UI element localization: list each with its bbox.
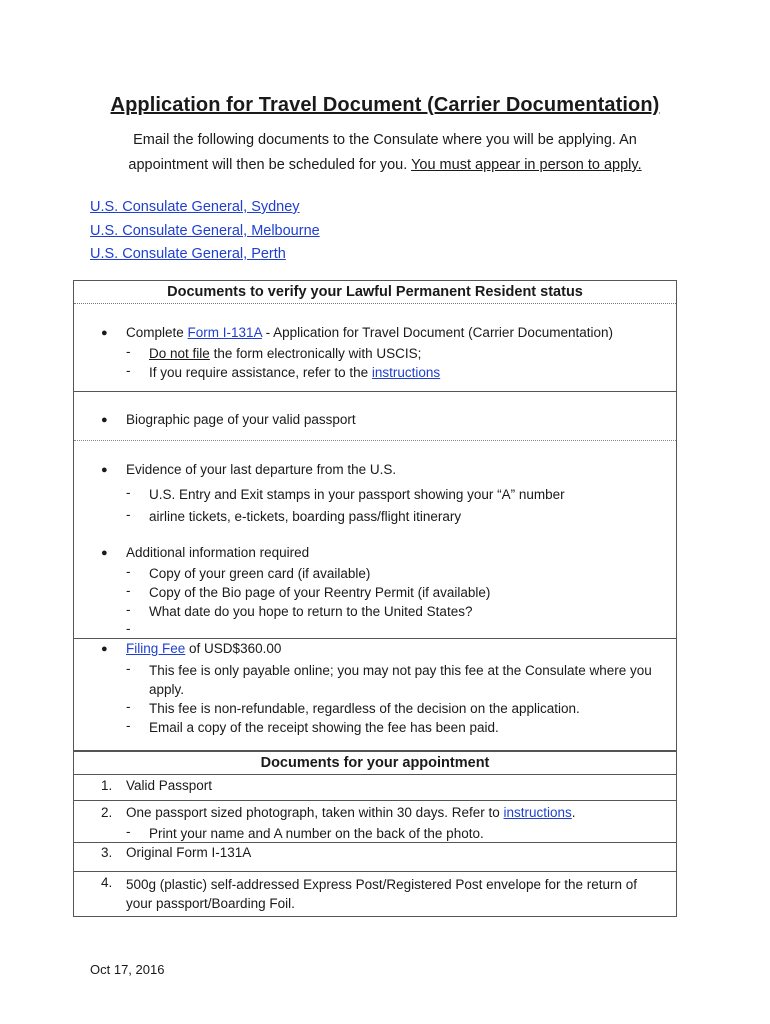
sub-do-not-file: Do not file the form electronically with USCIS;	[149, 346, 422, 361]
item-number: 1.	[101, 778, 113, 793]
item-number: 2.	[101, 805, 113, 820]
consulate-links	[90, 196, 320, 267]
dash-marker: -	[126, 699, 131, 714]
sub-assistance: If you require assistance, refer to the instructions	[149, 365, 441, 380]
item-passport-bio: Biographic page of your valid passport	[126, 412, 356, 427]
link-form-i131a[interactable]: Form I-131A	[187, 325, 262, 340]
item-last-departure: Evidence of your last departure from the U.S.	[126, 462, 397, 477]
row-divider	[74, 638, 676, 639]
dash-marker: -	[126, 661, 131, 676]
dash-marker: -	[126, 485, 131, 500]
sub-airline-tickets: airline tickets, e-tickets, boarding pass/flight itinerary	[149, 509, 462, 524]
bullet-icon: ●	[101, 464, 108, 476]
dash-marker: -	[126, 344, 131, 359]
intro-text: Email the following documents to the Consulate where you will be applying. An appointment will then be scheduled for you.	[128, 132, 637, 173]
dash-marker: -	[126, 507, 131, 522]
sub-print-name: Print your name and A number on the back of the photo.	[149, 826, 484, 841]
row-divider	[74, 391, 676, 392]
link-photo-instructions[interactable]: instructions	[503, 805, 572, 820]
dash-marker: -	[126, 583, 131, 598]
sub-return-date: What date do you hope to return to the United States?	[149, 604, 473, 619]
dash-marker: -	[126, 824, 131, 839]
sub-fee-online: This fee is only payable online; you may not pay this fee at the Consulate where you apply.	[149, 663, 652, 697]
sub-entry-exit-stamps: U.S. Entry and Exit stamps in your passport showing your “A” number	[149, 487, 565, 502]
dash-marker: -	[126, 621, 131, 636]
section2-heading: Documents for your appointment	[74, 751, 676, 775]
sub-fee-receipt: Email a copy of the receipt showing the fee has been paid.	[149, 720, 499, 735]
link-filing-fee[interactable]: Filing Fee	[126, 641, 186, 656]
sub-fee-nonrefundable: This fee is non-refundable, regardless of the decision on the application.	[149, 701, 580, 716]
item-form-i131a: Complete Form I-131A - Application for Travel Document (Carrier Documentation)	[126, 325, 613, 340]
bullet-icon: ●	[101, 327, 108, 339]
item-number: 3.	[101, 845, 113, 860]
item-number: 4.	[101, 875, 113, 890]
bullet-icon: ●	[101, 643, 108, 655]
item-envelope: 500g (plastic) self-addressed Express Post/Registered Post envelope for the return of your passport/Boarding Foil.	[126, 877, 638, 911]
row-divider	[74, 842, 676, 843]
intro-emphasis: You must appear in person to apply.	[411, 157, 642, 173]
item-filing-fee: Filing Fee of USD$360.00	[126, 641, 282, 656]
link-consulate-perth[interactable]: U.S. Consulate General, Perth	[90, 246, 286, 262]
item-additional-info: Additional information required	[126, 545, 310, 560]
item-valid-passport: Valid Passport	[126, 778, 213, 793]
link-instructions[interactable]: instructions	[371, 365, 441, 380]
dash-marker: -	[126, 718, 131, 733]
intro-paragraph	[100, 128, 670, 178]
bullet-icon: ●	[101, 547, 108, 559]
section1-heading: Documents to verify your Lawful Permanent Resident status	[74, 281, 676, 304]
link-consulate-melbourne[interactable]: U.S. Consulate General, Melbourne	[90, 222, 320, 239]
footer-date: Oct 17, 2016	[90, 962, 165, 977]
sub-green-card: Copy of your green card (if available)	[149, 566, 371, 581]
dash-marker: -	[126, 363, 131, 378]
row-divider	[74, 800, 676, 801]
sub-reentry-permit: Copy of the Bio page of your Reentry Permit (if available)	[149, 585, 491, 600]
bullet-icon: ●	[101, 414, 108, 426]
page-title: Application for Travel Document (Carrier Documentation)	[110, 94, 660, 116]
appointment-documents-table	[73, 751, 677, 917]
row-divider	[74, 871, 676, 872]
dash-marker: -	[126, 564, 131, 579]
dash-marker: -	[126, 602, 131, 617]
lpr-documents-table	[73, 280, 677, 751]
item-original-form: Original Form I-131A	[126, 845, 252, 860]
row-divider	[74, 440, 676, 441]
link-consulate-sydney[interactable]: U.S. Consulate General, Sydney	[90, 199, 300, 215]
item-photograph: One passport sized photograph, taken within 30 days. Refer to instructions.	[126, 805, 576, 820]
